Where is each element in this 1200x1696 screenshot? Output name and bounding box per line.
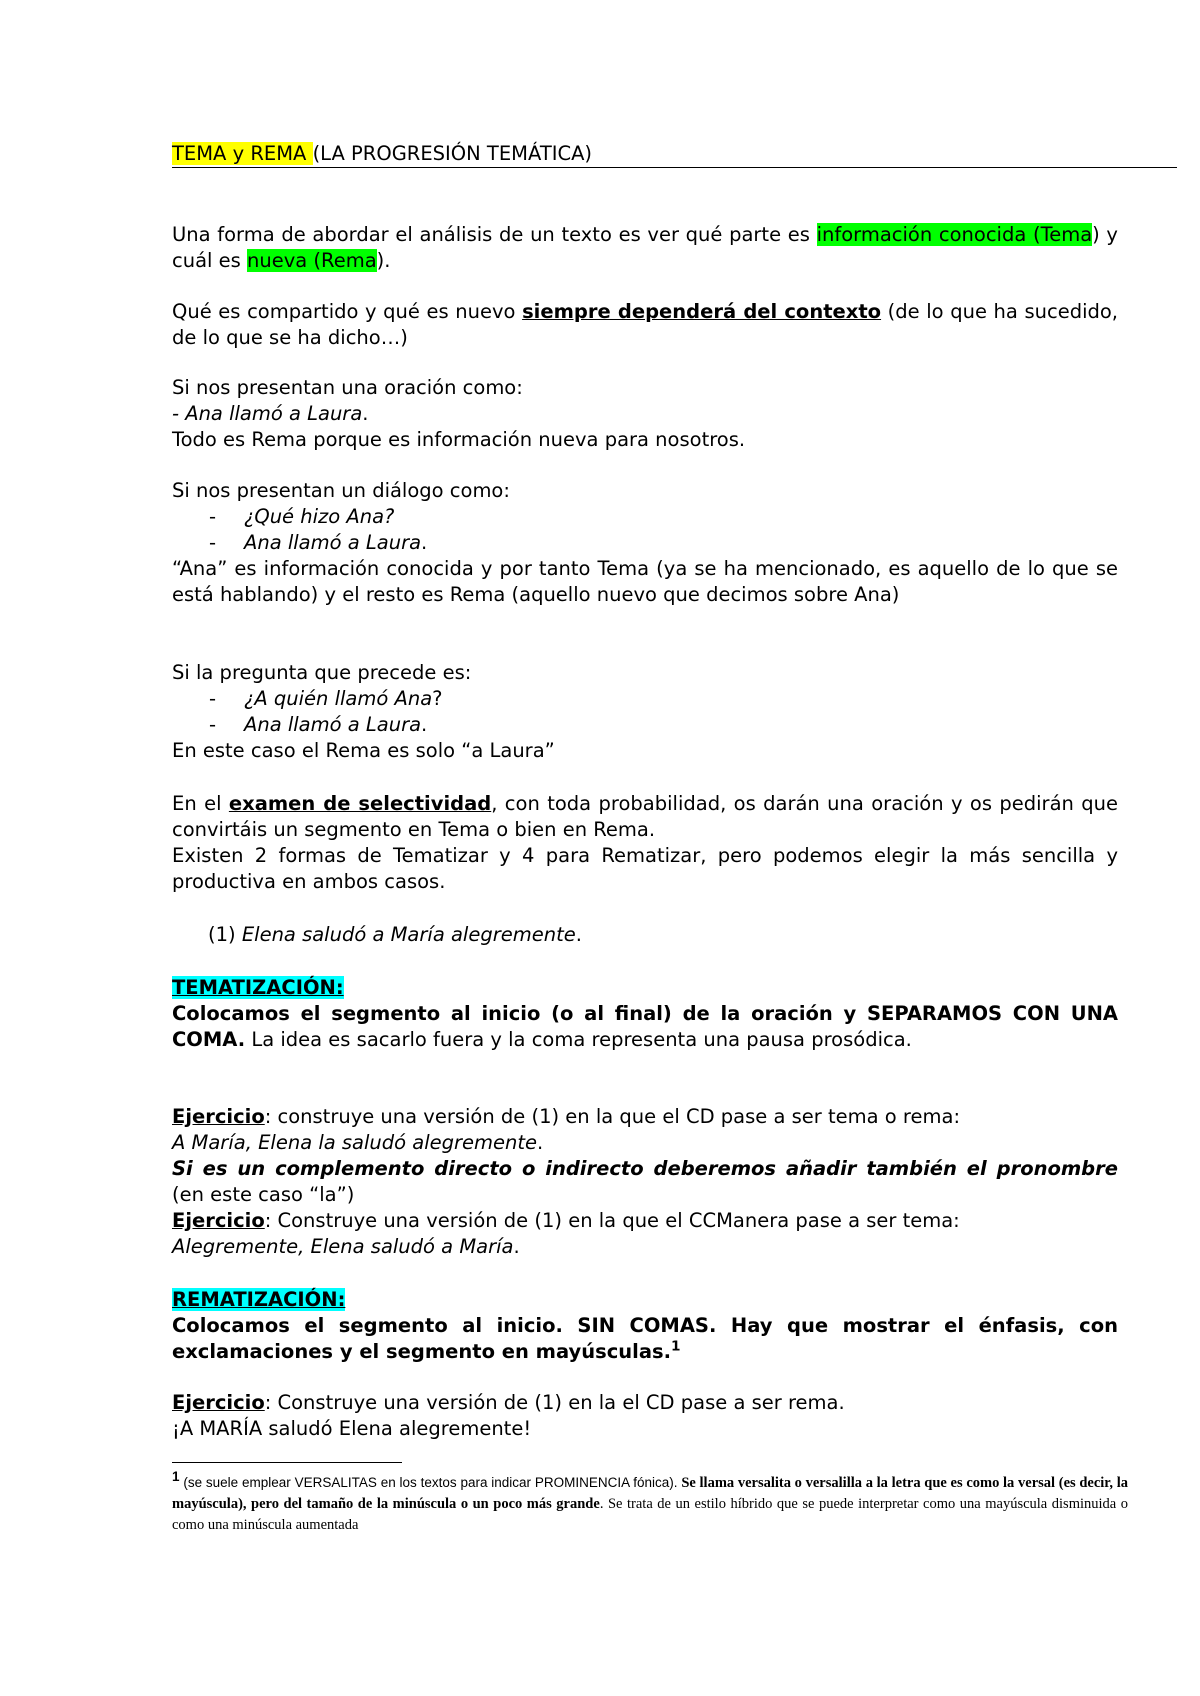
tematizacion-title: TEMATIZACIÓN: <box>172 976 344 999</box>
exercise-label: Ejercicio <box>172 1391 265 1414</box>
tematizacion-heading <box>172 975 1118 1001</box>
list-item: - Ana llamó a Laura. <box>209 531 428 554</box>
exam-paragraph <box>172 791 1118 843</box>
exam-text: En el <box>172 792 229 815</box>
dialog-answer: Ana llamó a Laura <box>244 531 422 554</box>
footnote <box>172 1469 1129 1536</box>
context-emphasis: siempre dependerá del contexto <box>522 300 882 323</box>
example-number: (1) <box>208 923 236 946</box>
forms-paragraph: Existen 2 formas de Tematizar y 4 para Rematizar, pero podemos elegir la más sencilla y productiva en ambos casos. <box>172 844 1118 893</box>
rema-case-line: En este caso el Rema es solo “a Laura” <box>172 739 555 762</box>
example-sentence <box>208 922 1108 948</box>
sentence-example-end: . <box>362 402 369 425</box>
exercise-2-answer <box>172 1234 1118 1260</box>
exercise-3-answer: ¡A MARÍA saludó Elena alegremente! <box>172 1417 532 1440</box>
title-highlight: TEMA y REMA <box>172 142 313 165</box>
exercise-text: : construye una versión de (1) en la que el CD pase a ser tema o rema: <box>264 1105 961 1128</box>
rematizacion-rule <box>172 1313 1118 1365</box>
intro-text: Una forma de abordar el análisis de un texto es ver qué parte es <box>172 223 817 246</box>
sentence-example: - Ana llamó a Laura <box>172 402 363 425</box>
answer-text: Alegremente, Elena saludó a María <box>172 1235 514 1258</box>
footnote-rest-text: . Se trata de un estilo híbrido que se puede interpretar como una mayúscula disminuida o como una minúscula aumentada <box>172 1496 1128 1533</box>
example-sentence-intro <box>172 375 1118 453</box>
exercise-3 <box>172 1390 1118 1416</box>
pronoun-note-rest: (en este caso “la”) <box>172 1183 355 1206</box>
list-item: - Ana llamó a Laura. <box>209 713 428 736</box>
rematizacion-rule-bold: Colocamos el segmento al inicio. SIN COMAS. Hay que mostrar el énfasis, con exclamaciones y el segmento en mayúsculas. <box>172 1314 1118 1363</box>
answer-end: . <box>537 1131 544 1154</box>
highlight-new-info: nueva (Rema <box>247 249 377 272</box>
exam-text-2: , con toda probabilidad, os darán una oración y os pedirán que convirtáis un segmento en Tema o bien en Rema. <box>172 792 1119 841</box>
title-rest: (LA PROGRESIÓN TEMÁTICA) <box>312 142 593 165</box>
exercise-label: Ejercicio <box>172 1105 265 1128</box>
context-paragraph <box>172 299 1118 351</box>
footnote-bold-text: Se llama versalita o versalilla a la letra que es como la versal (es decir, la mayúscula), pero del tamaño de la minúscula o un poco más grande <box>172 1475 1129 1512</box>
answer-text: A María, Elena la saludó alegremente <box>172 1131 538 1154</box>
list-item: - ¿Qué hizo Ana? <box>209 505 395 528</box>
pronoun-note-bold: Si es un complemento directo o indirecto deberemos añadir también el pronombre <box>172 1157 1118 1180</box>
page-title <box>172 142 1177 168</box>
footnote-number: 1 <box>172 1469 180 1485</box>
question-answer-end: . <box>421 713 428 736</box>
dialog-question: ¿Qué hizo Ana? <box>244 505 395 528</box>
example-text: Elena saludó a María alegremente <box>241 923 576 946</box>
footnote-ref[interactable]: 1 <box>671 1338 681 1355</box>
tematizacion-rule <box>172 1001 1118 1053</box>
exam-emphasis: examen de selectividad <box>228 792 492 815</box>
exercise-text: : Construye una versión de (1) en la que el CCManera pase a ser tema: <box>264 1209 960 1232</box>
question-text: ¿A quién llamó Ana <box>244 687 433 710</box>
exercise-text: : Construye una versión de (1) en la el CD pase a ser rema. <box>264 1391 845 1414</box>
question-text-end: ? <box>432 687 443 710</box>
tematizacion-rule-bold: Colocamos el segmento al inicio (o al final) de la oración y SEPARAMOS CON UNA COMA. <box>172 1002 1118 1051</box>
sentence-intro-line: Si nos presentan una oración como: <box>172 376 523 399</box>
context-text: Qué es compartido y qué es nuevo <box>172 300 523 323</box>
exercise-1-answer <box>172 1130 1118 1156</box>
answer-end: . <box>513 1235 520 1258</box>
highlight-known-info: información conocida (Tema <box>816 223 1093 246</box>
exercise-label: Ejercicio <box>172 1209 265 1232</box>
list-item: - ¿A quién llamó Ana? <box>209 687 443 710</box>
example-end: . <box>575 923 582 946</box>
intro-paragraph <box>172 222 1118 274</box>
intro-text-3: ). <box>376 249 391 272</box>
exercise-1 <box>172 1104 1118 1130</box>
footnote-separator <box>172 1462 402 1463</box>
rematizacion-heading <box>172 1287 1118 1313</box>
rematizacion-title: REMATIZACIÓN: <box>172 1288 346 1311</box>
pronoun-note <box>172 1156 1118 1208</box>
dialog-intro: Si nos presentan un diálogo como: <box>172 479 510 502</box>
sentence-explanation: Todo es Rema porque es información nueva para nosotros. <box>172 428 746 451</box>
exercise-2 <box>172 1208 1118 1234</box>
context-text-2: (de lo que ha sucedido, de lo que se ha dicho…) <box>172 300 1118 349</box>
question-answer: Ana llamó a Laura <box>244 713 422 736</box>
intro-text-2: ) y cuál es <box>172 223 1118 272</box>
footnote-sans-text: (se suele emplear VERSALITAS en los textos para indicar PROMINENCIA fónica). <box>179 1475 682 1490</box>
dialog-explanation: “Ana” es información conocida y por tanto Tema (ya se ha mencionado, es aquello de lo que se está hablando) y el resto es Rema (aquello nuevo que decimos sobre Ana) <box>172 557 1118 606</box>
dialog-answer-end: . <box>421 531 428 554</box>
question-intro: Si la pregunta que precede es: <box>172 661 472 684</box>
tematizacion-rule-rest: La idea es sacarlo fuera y la coma representa una pausa prosódica. <box>245 1028 912 1051</box>
